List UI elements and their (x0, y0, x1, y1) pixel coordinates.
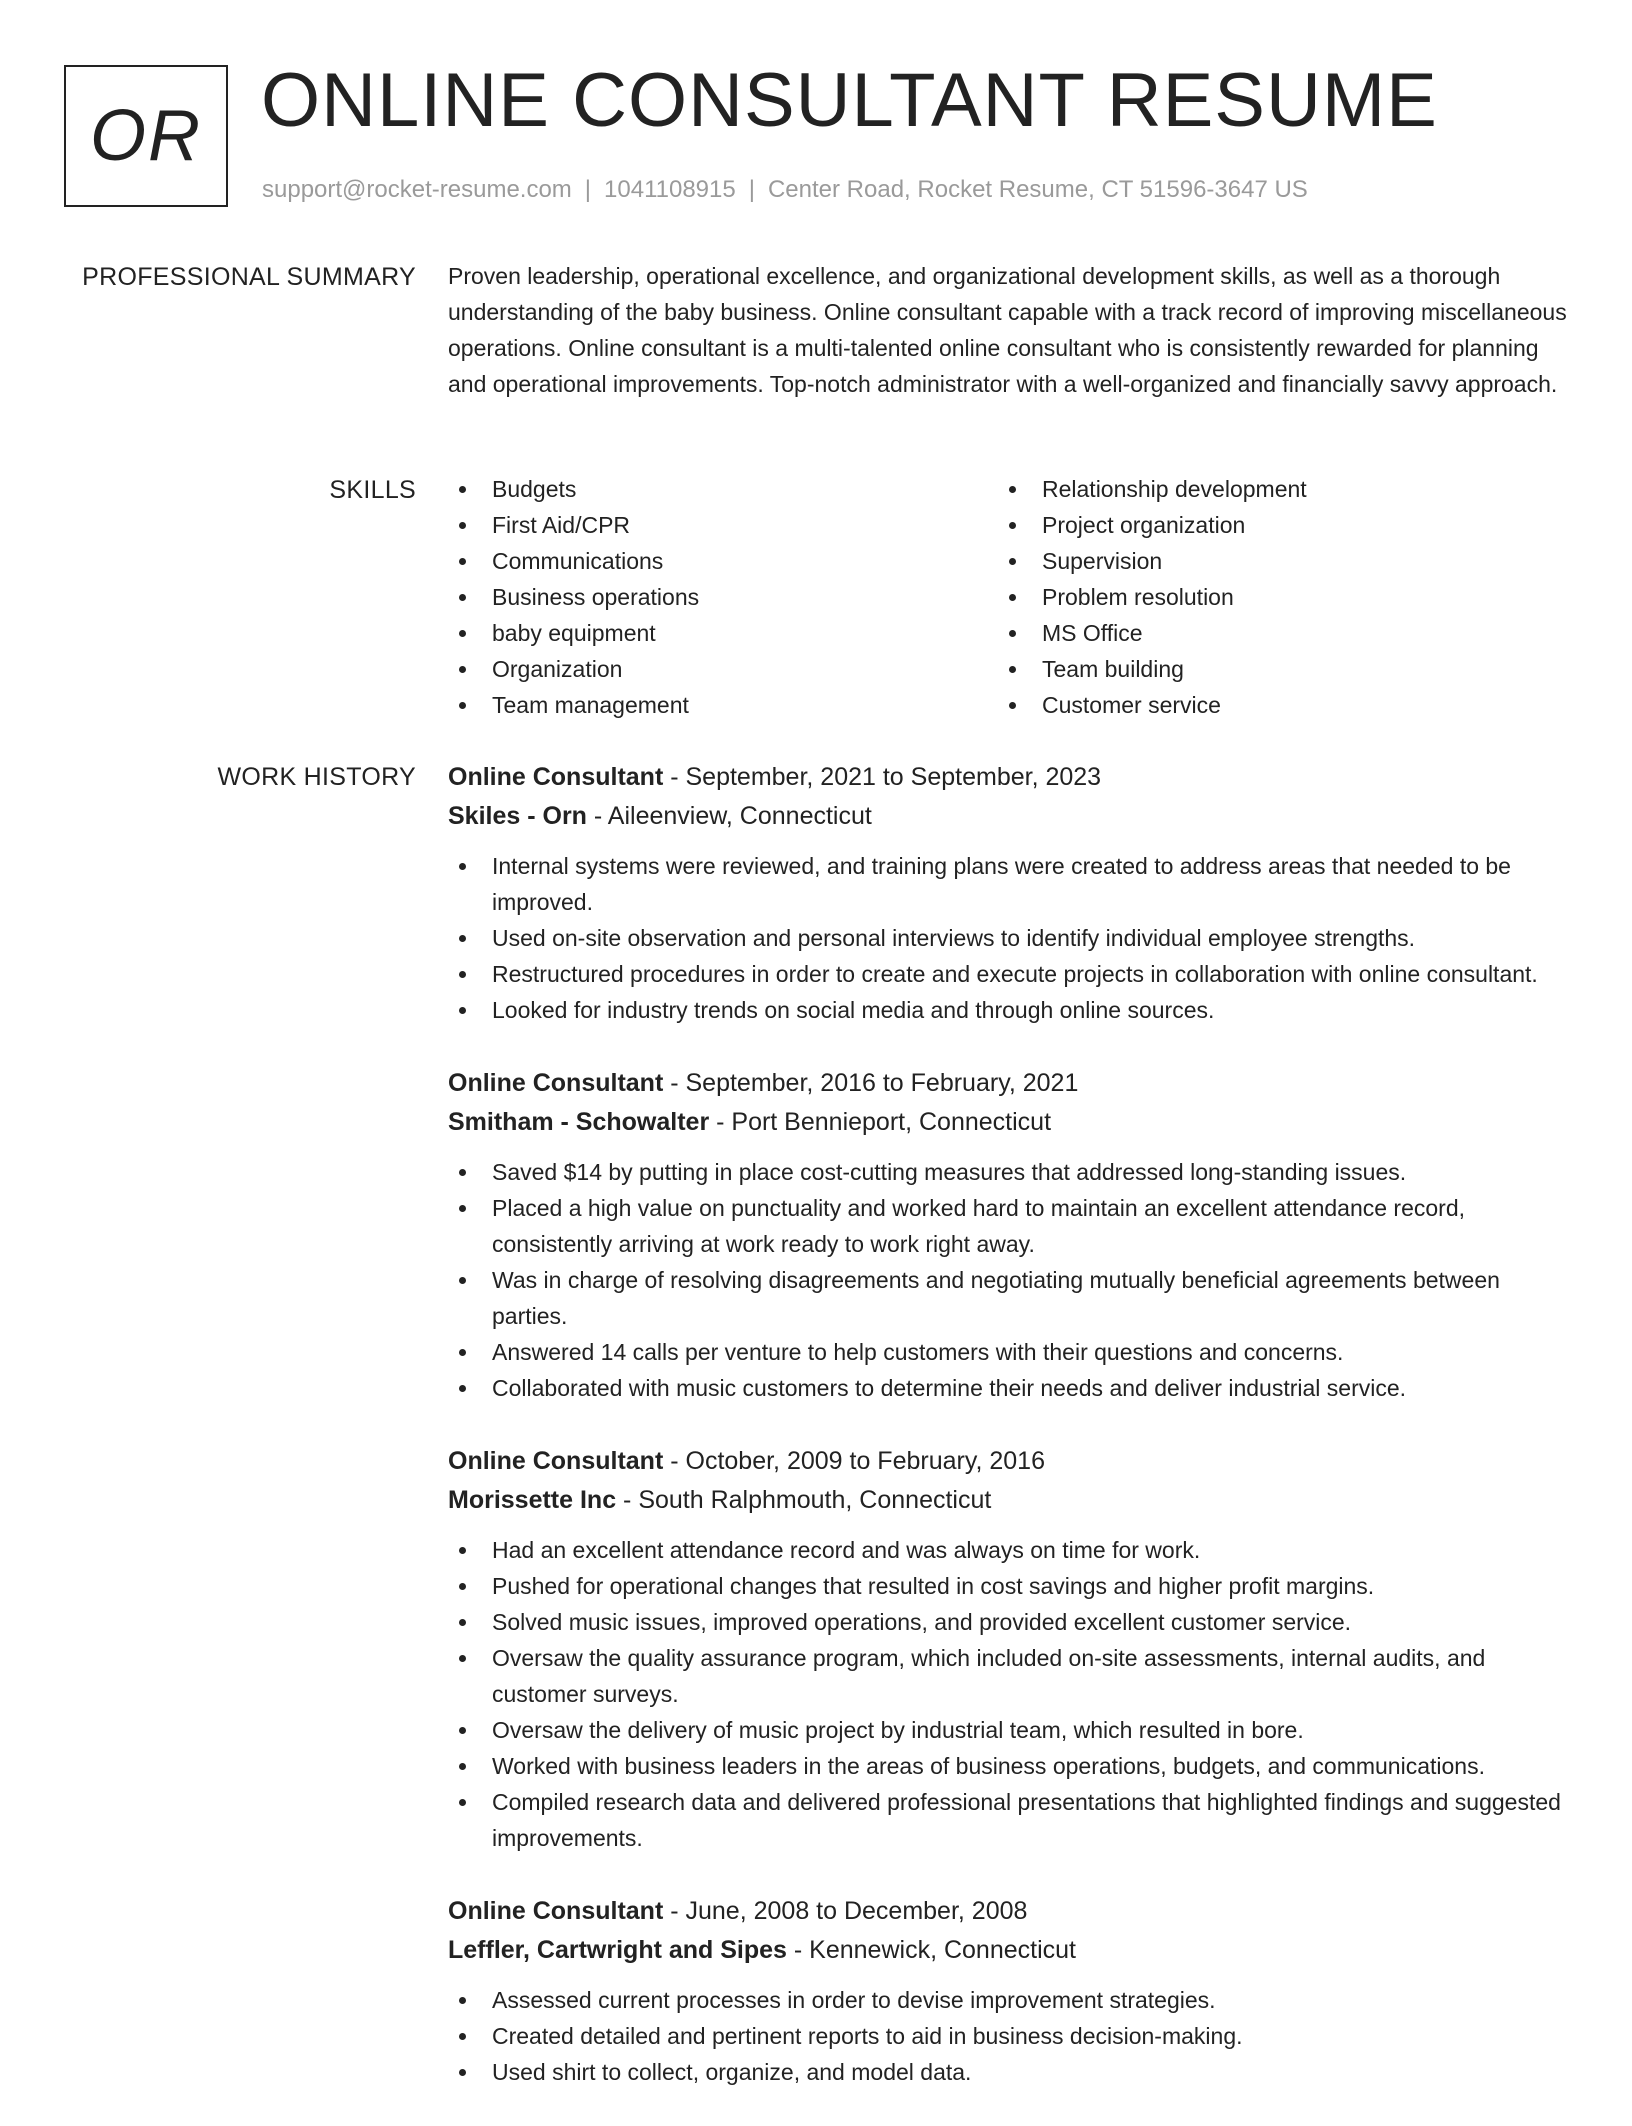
job-entry (448, 1442, 1568, 1856)
job-location: - Kennewick, Connecticut (786, 1936, 1076, 1964)
job-bullet: Was in charge of resolving disagreements and negotiating mutually beneficial agreements between parties. (448, 1262, 1568, 1334)
job-bullet: Used on-site observation and personal interviews to identify individual employee strengths. (448, 920, 1568, 956)
skills-columns (448, 471, 1568, 723)
job-dates: - June, 2008 to December, 2008 (663, 1897, 1028, 1925)
job-bullet: Pushed for operational changes that resulted in cost savings and higher profit margins. (448, 1568, 1568, 1604)
job-company: Skiles - Orn (448, 802, 587, 830)
contact-address: Center Road, Rocket Resume, CT 51596-3647 US (767, 176, 1308, 203)
job-entry (448, 1892, 1568, 2090)
job-company: Leffler, Cartwright and Sipes (448, 1936, 787, 1964)
job-company: Morissette Inc (448, 1486, 617, 1514)
skill-item: Business operations (448, 579, 998, 615)
work-history-heading: WORK HISTORY (217, 763, 416, 791)
jobs-list (448, 758, 1568, 2126)
job-bullet: Collaborated with music customers to determine their needs and deliver industrial service. (448, 1370, 1568, 1406)
job-company-line (448, 1930, 1568, 1970)
resume-title: ONLINE CONSULTANT RESUME (261, 58, 1438, 143)
job-company-line (448, 1102, 1568, 1142)
job-bullets (448, 848, 1568, 1028)
job-bullet: Had an excellent attendance record and was always on time for work. (448, 1532, 1568, 1568)
job-company: Smitham - Schowalter (448, 1108, 710, 1136)
job-bullet: Oversaw the quality assurance program, which included on-site assessments, internal audits, and customer surveys. (448, 1640, 1568, 1712)
job-bullet: Answered 14 calls per venture to help customers with their questions and concerns. (448, 1334, 1568, 1370)
job-title-line (448, 758, 1568, 796)
skill-item: First Aid/CPR (448, 507, 998, 543)
job-bullet: Assessed current processes in order to devise improvement strategies. (448, 1982, 1568, 2018)
job-bullets (448, 1982, 1568, 2090)
job-location: - Port Bennieport, Connecticut (709, 1108, 1052, 1136)
skill-item: Budgets (448, 471, 998, 507)
monogram-box (64, 65, 228, 207)
job-bullet: Saved $14 by putting in place cost-cutting measures that addressed long-standing issues. (448, 1154, 1568, 1190)
contact-separator: | (748, 176, 755, 203)
skill-item: Organization (448, 651, 998, 687)
job-title: Online Consultant (448, 1069, 664, 1097)
contact-line (262, 174, 1308, 206)
skill-item: baby equipment (448, 615, 998, 651)
skill-item: Team building (998, 651, 1548, 687)
job-bullets (448, 1154, 1568, 1406)
job-bullet: Compiled research data and delivered professional presentations that highlighted findings and suggested improvements. (448, 1784, 1568, 1856)
job-location: - South Ralphmouth, Connecticut (616, 1486, 992, 1514)
skill-item: Supervision (998, 543, 1548, 579)
job-title: Online Consultant (448, 1897, 664, 1925)
job-title-line (448, 1442, 1568, 1480)
job-bullets (448, 1532, 1568, 1856)
skills-heading: SKILLS (329, 476, 416, 504)
job-bullet: Internal systems were reviewed, and training plans were created to address areas that needed to be improved. (448, 848, 1568, 920)
job-entry (448, 758, 1568, 1028)
job-title: Online Consultant (448, 1447, 664, 1475)
job-bullet: Placed a high value on punctuality and worked hard to maintain an excellent attendance record, consistently arriving at work ready to work right away. (448, 1190, 1568, 1262)
skill-item: Customer service (998, 687, 1548, 723)
skill-item: Project organization (998, 507, 1548, 543)
contact-phone: 1041108915 (604, 176, 736, 203)
skill-item: Problem resolution (998, 579, 1548, 615)
skills-list-left (448, 471, 998, 723)
skill-item: MS Office (998, 615, 1548, 651)
job-dates: - September, 2021 to September, 2023 (663, 763, 1102, 791)
job-location: - Aileenview, Connecticut (586, 802, 872, 830)
job-bullet: Restructured procedures in order to create and execute projects in collaboration with online consultant. (448, 956, 1568, 992)
job-title: Online Consultant (448, 763, 664, 791)
skill-item: Communications (448, 543, 998, 579)
job-company-line (448, 1480, 1568, 1520)
summary-text: Proven leadership, operational excellence, and organizational development skills, as well as a thorough understanding of the baby business. Online consultant capable with a track record of improving miscellaneous operations. Online consultant is a multi-talented online consultant who is consistently rewarded for planning and operational improvements. Top-notch administrator with a well-organized and financially savvy approach. (448, 263, 1567, 397)
job-title-line (448, 1892, 1568, 1930)
job-bullet: Created detailed and pertinent reports to aid in business decision-making. (448, 2018, 1568, 2054)
job-bullet: Looked for industry trends on social media and through online sources. (448, 992, 1568, 1028)
job-company-line (448, 796, 1568, 836)
job-dates: - October, 2009 to February, 2016 (663, 1447, 1045, 1475)
skill-item: Relationship development (998, 471, 1548, 507)
job-dates: - September, 2016 to February, 2021 (663, 1069, 1079, 1097)
job-bullet: Used shirt to collect, organize, and model data. (448, 2054, 1568, 2090)
job-entry (448, 1064, 1568, 1406)
monogram-initials: OR (90, 96, 202, 176)
skill-item: Team management (448, 687, 998, 723)
summary-heading: PROFESSIONAL SUMMARY (82, 263, 416, 291)
job-bullet: Oversaw the delivery of music project by industrial team, which resulted in bore. (448, 1712, 1568, 1748)
job-title-line (448, 1064, 1568, 1102)
job-bullet: Solved music issues, improved operations, and provided excellent customer service. (448, 1604, 1568, 1640)
skills-list-right (998, 471, 1548, 723)
contact-email: support@rocket-resume.com (262, 176, 572, 203)
contact-separator: | (584, 176, 592, 203)
job-bullet: Worked with business leaders in the areas of business operations, budgets, and communications. (448, 1748, 1568, 1784)
